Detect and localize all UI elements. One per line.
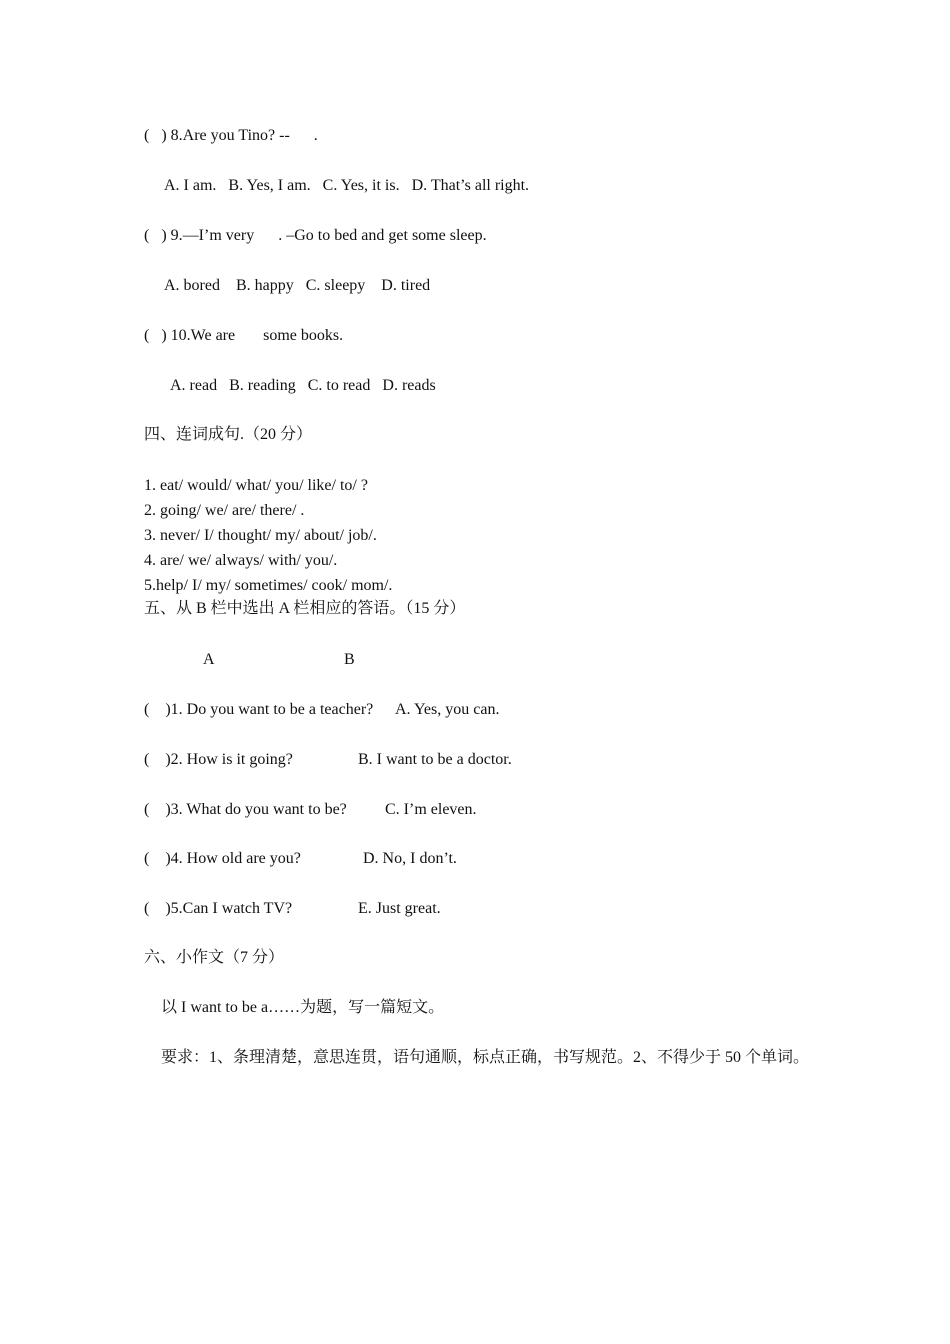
question-9-options: A. bored B. happy C. sleepy D. tired — [164, 277, 431, 294]
column-a-header: A — [203, 651, 215, 668]
question-10-stem: ( ) 10.We are some books. — [144, 327, 344, 344]
match-answer-d: D. No, I don’t. — [363, 850, 457, 867]
match-question-2: ( )2. How is it going? — [144, 751, 293, 768]
match-question-5: ( )5.Can I watch TV? — [144, 900, 293, 917]
match-answer-a: A. Yes, you can. — [395, 701, 500, 718]
match-answer-e: E. Just great. — [358, 900, 441, 917]
writing-prompt: 以 I want to be a……为题，写一篇短文。 — [161, 999, 445, 1016]
match-question-3: ( )3. What do you want to be? — [144, 801, 347, 818]
column-b-header: B — [344, 651, 355, 668]
match-answer-b: B. I want to be a doctor. — [358, 751, 512, 768]
sentence-item-3: 3. never/ I/ thought/ my/ about/ job/. — [144, 527, 377, 544]
sentence-item-5: 5.help/ I/ my/ sometimes/ cook/ mom/. — [144, 577, 393, 594]
match-question-4: ( )4. How old are you? — [144, 850, 301, 867]
question-8-stem: ( ) 8.Are you Tino? -- . — [144, 127, 318, 144]
sentence-item-4: 4. are/ we/ always/ with/ you/. — [144, 552, 338, 569]
question-10-options: A. read B. reading C. to read D. reads — [170, 377, 436, 394]
sentence-item-2: 2. going/ we/ are/ there/ . — [144, 502, 305, 519]
section-6-heading: 六、小作文（7 分） — [144, 949, 285, 966]
writing-requirements: 要求：1、条理清楚，意思连贯，语句通顺，标点正确，书写规范。2、不得少于 50 个单词。 — [161, 1049, 810, 1066]
match-answer-c: C. I’m eleven. — [385, 801, 477, 818]
question-9-stem: ( ) 9.—I’m very . –Go to bed and get some sleep. — [144, 227, 487, 244]
section-4-heading: 四、连词成句.（20 分） — [144, 426, 313, 443]
question-8-options: A. I am. B. Yes, I am. C. Yes, it is. D. That’s all right. — [164, 177, 530, 194]
match-question-1: ( )1. Do you want to be a teacher? — [144, 701, 374, 718]
section-5-heading: 五、从 B 栏中选出 A 栏相应的答语。（15 分） — [144, 600, 466, 617]
sentence-item-1: 1. eat/ would/ what/ you/ like/ to/ ? — [144, 477, 368, 494]
